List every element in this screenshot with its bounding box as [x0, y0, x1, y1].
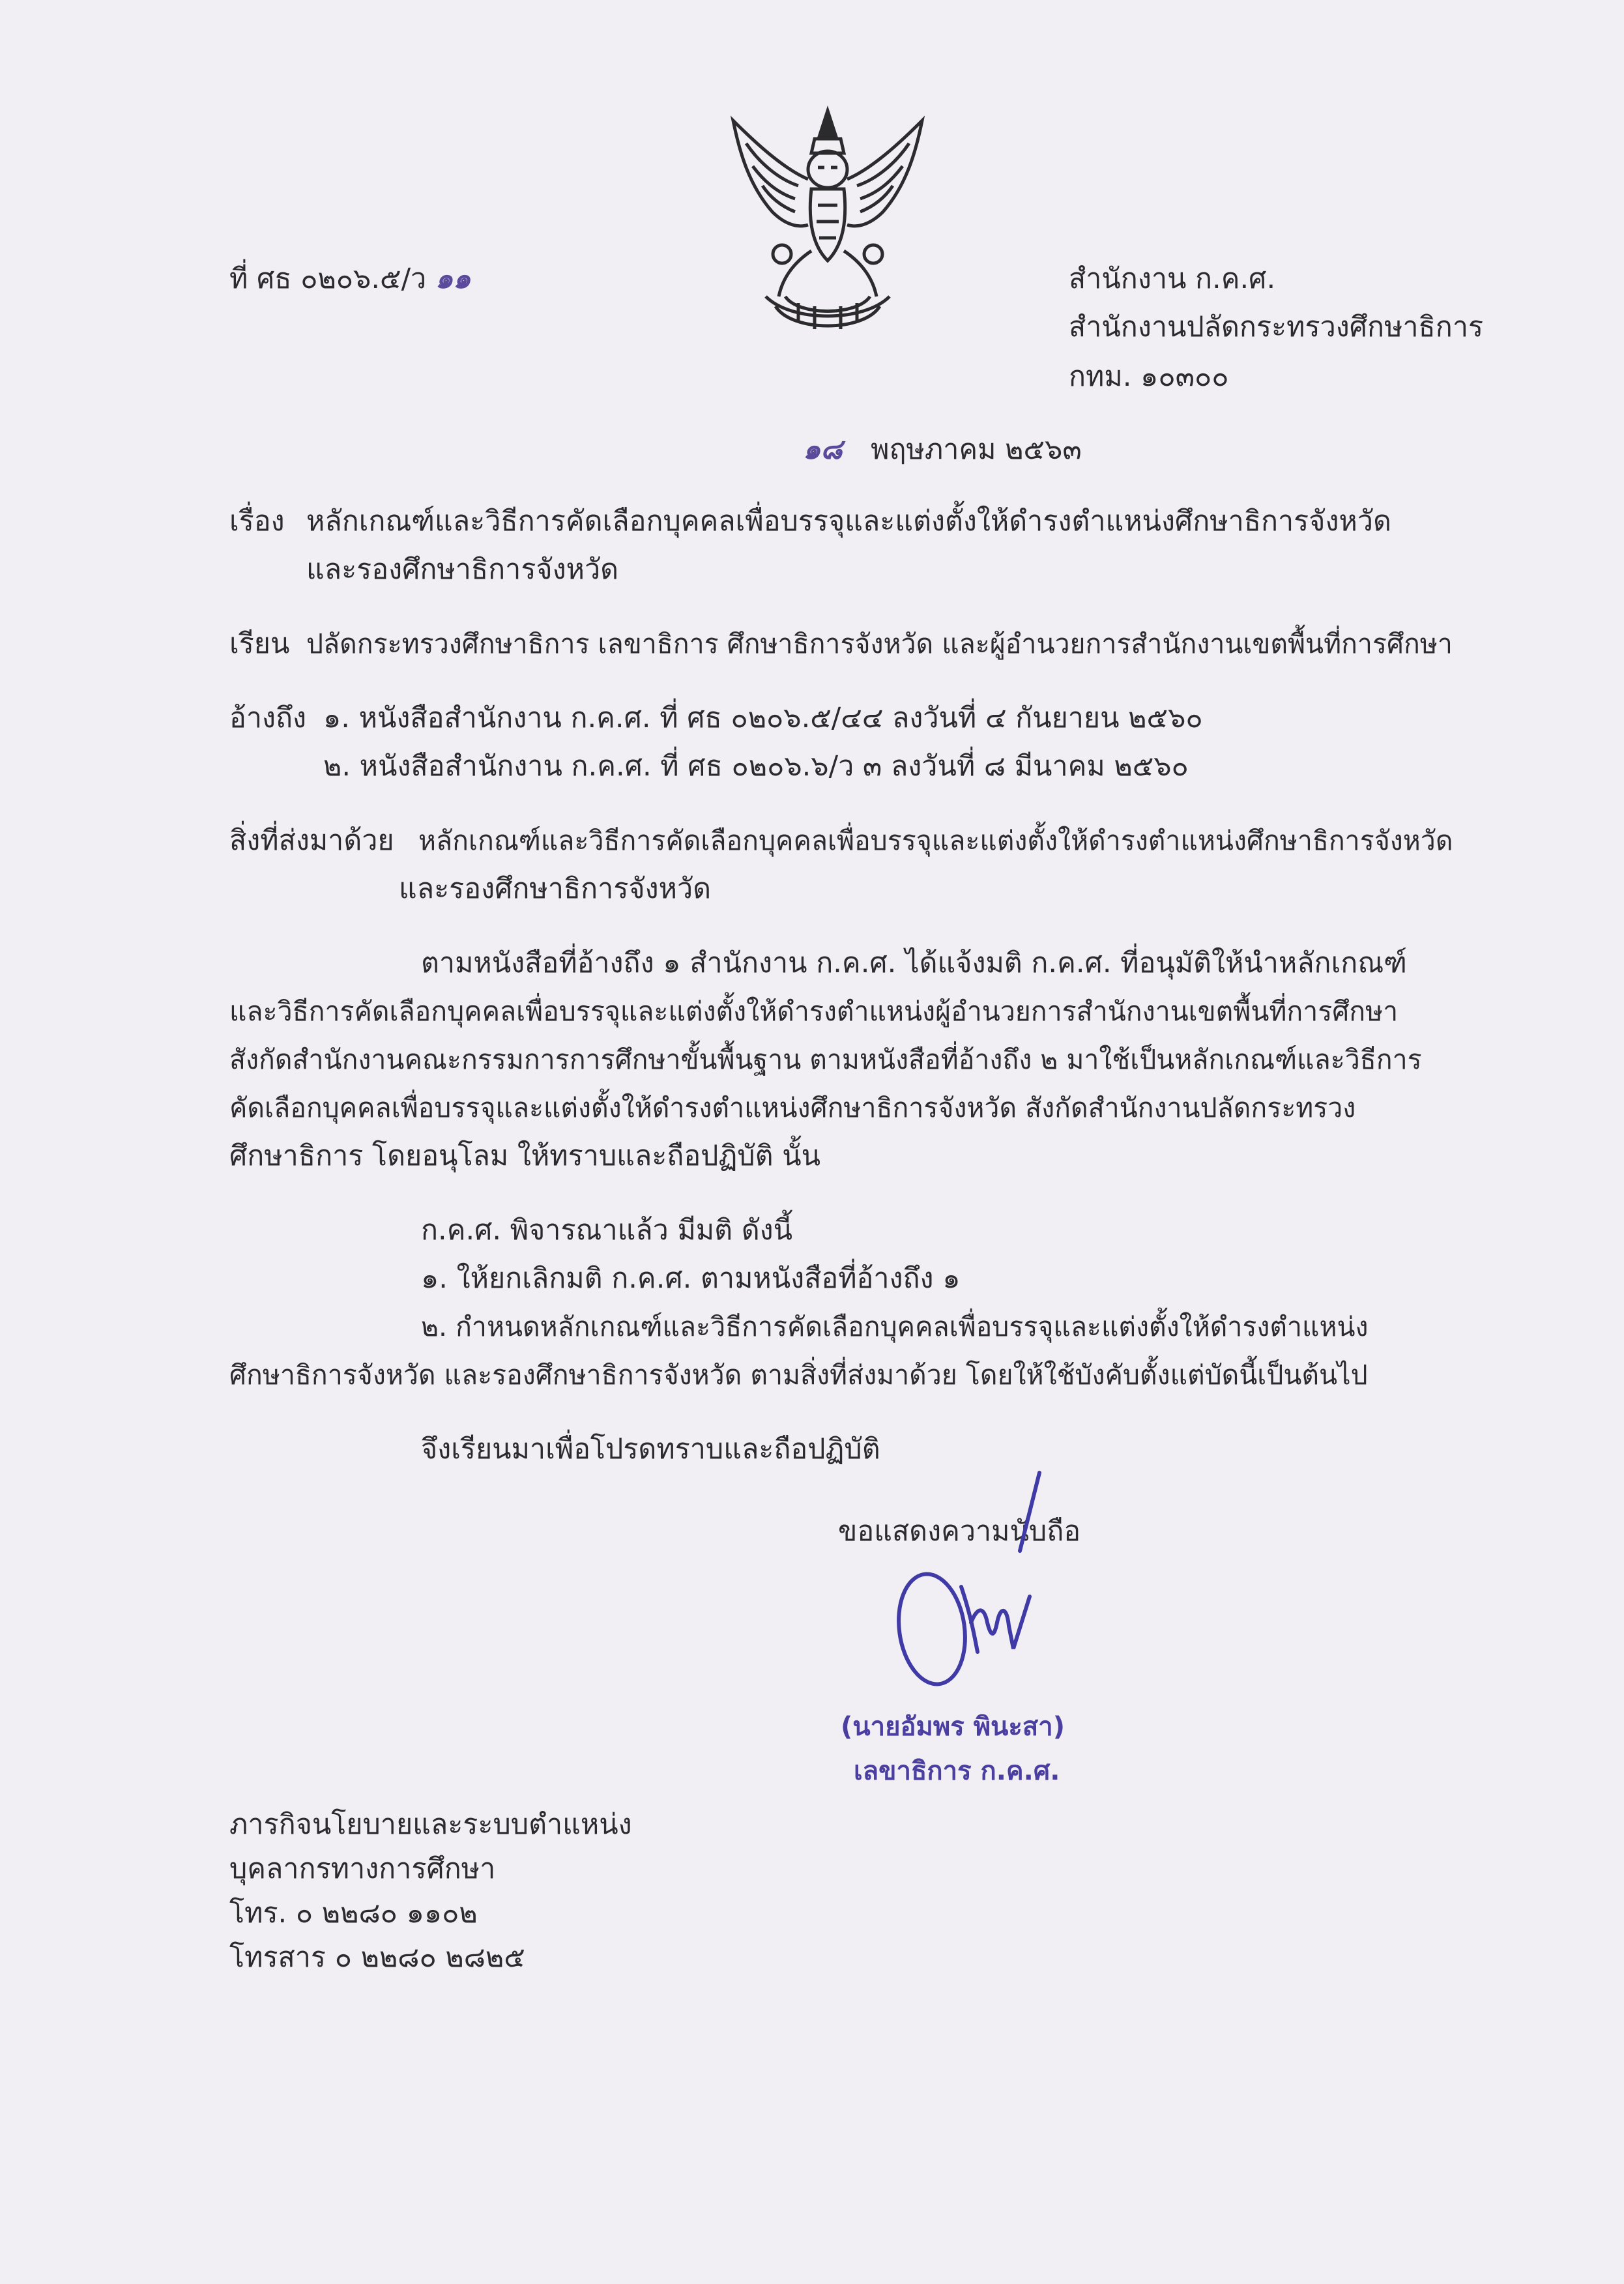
- reference-number-handwritten: ๑๑: [435, 263, 471, 295]
- reference-number: [229, 259, 471, 298]
- reference-item-2: ๒. หนังสือสำนักงาน ก.ค.ศ. ที่ ศธ ๐๒๐๖.๖/ว ๓ ลงวันที่ ๘ มีนาคม ๒๕๖๐: [323, 750, 1189, 783]
- footer-department-1: ภารกิจนโยบายและระบบตำแหน่ง: [229, 1808, 632, 1841]
- office-line-1: สำนักงาน ก.ค.ศ.: [1069, 263, 1276, 295]
- office-line-2: สำนักงานปลัดกระทรวงศึกษาธิการ: [1069, 311, 1484, 343]
- body-para1-line-5: ศึกษาธิการ โดยอนุโลม ให้ทราบและถือปฏิบัติ นั้น: [229, 1140, 820, 1172]
- office-line-3: กทม. ๑๐๓๐๐: [1069, 360, 1229, 393]
- subject-line-2: และรองศึกษาธิการจังหวัด: [306, 553, 619, 586]
- subject-label: เรื่อง: [229, 505, 285, 538]
- footer-phone: โทร. ๐ ๒๒๘๐ ๑๑๐๒: [229, 1897, 478, 1930]
- body-para1-line-4: คัดเลือกบุคคลเพื่อบรรจุและแต่งตั้งให้ดำรงตำแหน่งศึกษาธิการจังหวัด สังกัดสำนักงานปลัดกระทรวง: [229, 1092, 1356, 1123]
- salutation: ขอแสดงความนับถือ: [838, 1515, 1081, 1548]
- signer-name: (นายอัมพร พินะสา): [841, 1712, 1066, 1742]
- footer-fax: โทรสาร ๐ ๒๒๘๐ ๒๘๒๕: [229, 1941, 525, 1974]
- reference-item-1: ๑. หนังสือสำนักงาน ก.ค.ศ. ที่ ศธ ๐๒๐๖.๕/๔๔ ลงวันที่ ๔ กันยายน ๒๕๖๐: [323, 702, 1203, 734]
- handwritten-signature: [893, 1473, 1088, 1707]
- body-para1-line-2: และวิธีการคัดเลือกบุคคลเพื่อบรรจุและแต่งตั้งให้ดำรงตำแหน่งผู้อำนวยการสำนักงานเขตพื้นที่การศึกษา: [229, 996, 1399, 1027]
- garuda-emblem: [720, 108, 935, 336]
- enclosure-line-1: หลักเกณฑ์และวิธีการคัดเลือกบุคคลเพื่อบรรจุและแต่งตั้งให้ดำรงตำแหน่งศึกษาธิการจังหวัด: [418, 825, 1453, 856]
- subject-line-1: หลักเกณฑ์และวิธีการคัดเลือกบุคคลเพื่อบรรจุและแต่งตั้งให้ดำรงตำแหน่งศึกษาธิการจังหวัด: [306, 505, 1391, 538]
- body-para2-line-3: ๒. กำหนดหลักเกณฑ์และวิธีการคัดเลือกบุคคลเพื่อบรรจุและแต่งตั้งให้ดำรงตำแหน่ง: [421, 1311, 1369, 1342]
- body-para1-line-1: ตามหนังสือที่อ้างถึง ๑ สำนักงาน ก.ค.ศ. ได้แจ้งมติ ก.ค.ศ. ที่อนุมัติให้นำหลักเกณฑ์: [421, 947, 1407, 979]
- reference-number-prefix: ที่ ศธ ๐๒๐๖.๕/ว: [229, 263, 427, 295]
- footer-department-2: บุคลากรทางการศึกษา: [229, 1853, 496, 1885]
- date-month-year: พฤษภาคม ๒๕๖๓: [871, 433, 1082, 466]
- recipient-label: เรียน: [229, 628, 290, 660]
- recipient-text: ปลัดกระทรวงศึกษาธิการ เลขาธิการ ศึกษาธิการจังหวัด และผู้อำนวยการสำนักงานเขตพื้นที่การศึกษา: [306, 628, 1453, 659]
- enclosure-line-2: และรองศึกษาธิการจังหวัด: [399, 873, 712, 905]
- body-para2-line-2: ๑. ให้ยกเลิกมติ ก.ค.ศ. ตามหนังสือที่อ้างถึง ๑: [421, 1262, 961, 1295]
- closing-text: จึงเรียนมาเพื่อโปรดทราบและถือปฏิบัติ: [421, 1433, 880, 1466]
- body-para2-line-4: ศึกษาธิการจังหวัด และรองศึกษาธิการจังหวัด ตามสิ่งที่ส่งมาด้วย โดยให้ใช้บังคับตั้งแต่บัดนี้เป็นต้นไป: [229, 1359, 1368, 1391]
- date-day-handwritten: ๑๘: [803, 433, 843, 466]
- enclosure-label: สิ่งที่ส่งมาด้วย: [229, 824, 394, 857]
- signer-title: เลขาธิการ ก.ค.ศ.: [854, 1756, 1060, 1786]
- letter-date: [803, 430, 1082, 469]
- body-para2-line-1: ก.ค.ศ. พิจารณาแล้ว มีมติ ดังนี้: [421, 1214, 793, 1247]
- reference-label: อ้างถึง: [229, 702, 306, 734]
- body-para1-line-3: สังกัดสำนักงานคณะกรรมการการศึกษาขั้นพื้นฐาน ตามหนังสือที่อ้างถึง ๒ มาใช้เป็นหลักเกณฑ์และวิธีการ: [229, 1044, 1422, 1075]
